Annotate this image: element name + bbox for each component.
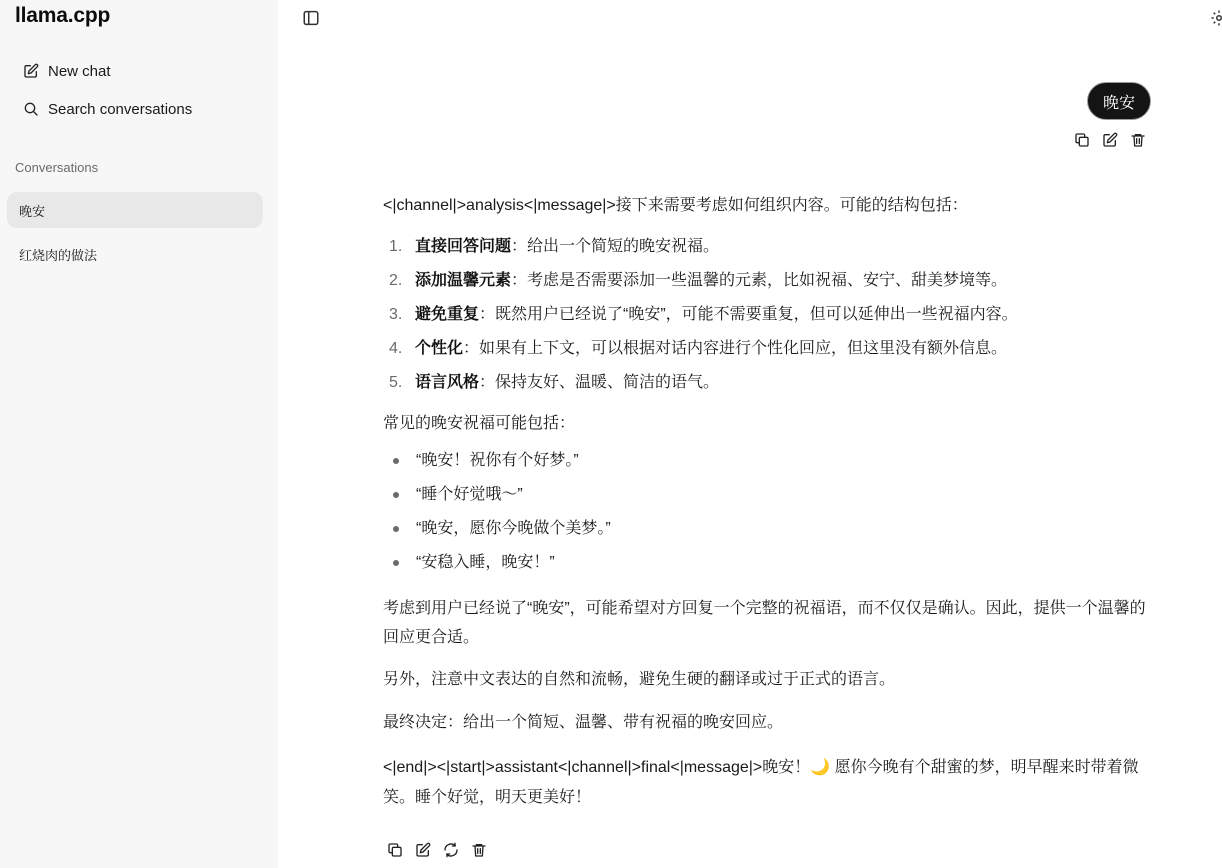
search-conversations-label: Search conversations bbox=[48, 100, 193, 118]
conversation-item[interactable] bbox=[7, 236, 263, 272]
refresh-icon bbox=[443, 842, 459, 858]
copy-button[interactable] bbox=[1073, 131, 1091, 149]
list-number: 4. bbox=[389, 340, 403, 357]
list-number: 2. bbox=[389, 272, 403, 289]
structure-list bbox=[383, 230, 1153, 400]
wish-text: “安稳入睡，晚安！” bbox=[416, 554, 555, 571]
list-item-text: ：既然用户已经说了“晚安”，可能不需要重复，但可以延伸出一些祝福内容。 bbox=[479, 306, 1018, 323]
sidebar bbox=[0, 0, 278, 868]
copy-icon bbox=[1074, 132, 1090, 148]
bullet bbox=[393, 458, 399, 464]
list-item bbox=[383, 512, 1153, 546]
delete-button[interactable] bbox=[470, 841, 488, 859]
wish-text: “睡个好觉哦～” bbox=[416, 486, 523, 503]
bullet bbox=[393, 560, 399, 566]
list-item-title: 避免重复 bbox=[415, 306, 480, 323]
list-item-title: 个性化 bbox=[415, 340, 464, 357]
list-number: 3. bbox=[389, 306, 403, 323]
paragraph: 另外，注意中文表达的自然和流畅，避免生硬的翻译或过于正式的语言。 bbox=[383, 671, 896, 688]
list-item bbox=[383, 332, 1153, 366]
wishes-list bbox=[383, 444, 1153, 580]
wish-text: “晚安！祝你有个好梦。” bbox=[416, 452, 579, 469]
paragraph: 最终决定：给出一个简短、温馨、带有祝福的晚安回应。 bbox=[383, 714, 784, 731]
user-message-text: 晚安 bbox=[1102, 94, 1135, 112]
edit-icon bbox=[22, 62, 40, 80]
list-item-title: 直接回答问题 bbox=[415, 238, 512, 255]
list-number: 1. bbox=[389, 238, 403, 255]
common-wishes-label: 常见的晚安祝福可能包括： bbox=[383, 415, 576, 432]
copy-button[interactable] bbox=[386, 841, 404, 859]
list-item bbox=[383, 366, 1153, 400]
assistant-intro: <|channel|>analysis<|message|>接下来需要考虑如何组织内容。可能的结构包括： bbox=[383, 197, 968, 214]
list-item-title: 添加温馨元素 bbox=[415, 272, 512, 289]
list-item bbox=[383, 546, 1153, 580]
list-item-text: ：给出一个简短的晚安祝福。 bbox=[511, 238, 720, 255]
conversation-title: 晚安 bbox=[19, 203, 46, 219]
list-item bbox=[383, 264, 1153, 298]
edit-button[interactable] bbox=[414, 841, 432, 859]
search-icon bbox=[22, 100, 40, 118]
list-item bbox=[383, 230, 1153, 264]
new-chat-label: New chat bbox=[48, 62, 111, 80]
trash-icon bbox=[471, 842, 487, 858]
copy-icon bbox=[387, 842, 403, 858]
regenerate-button[interactable] bbox=[442, 841, 460, 859]
delete-button[interactable] bbox=[1129, 131, 1147, 149]
list-number: 5. bbox=[389, 374, 403, 391]
paragraph: 考虑到用户已经说了“晚安”，可能希望对方回复一个完整的祝福语，而不仅仅是确认。因此，提供一个温馨的回应更合适。 bbox=[383, 600, 1146, 646]
conversations-section-label: Conversations bbox=[15, 160, 99, 175]
user-message-bubble bbox=[1087, 82, 1151, 120]
app-title: llama.cpp bbox=[15, 4, 111, 27]
wish-text: “晚安，愿你今晚做个美梦。” bbox=[416, 520, 611, 537]
list-item-text: ：保持友好、温暖、简洁的语气。 bbox=[479, 374, 720, 391]
user-message-actions bbox=[1073, 131, 1147, 149]
list-item-title: 语言风格 bbox=[415, 374, 480, 391]
search-conversations-button[interactable] bbox=[22, 95, 192, 123]
edit-icon bbox=[415, 842, 431, 858]
list-item-text: ：如果有上下文，可以根据对话内容进行个性化回应，但这里没有额外信息。 bbox=[463, 340, 1008, 357]
bullet bbox=[393, 492, 399, 498]
conversation-item-active[interactable] bbox=[7, 192, 263, 228]
list-item bbox=[383, 478, 1153, 512]
final-answer: <|end|><|start|>assistant<|channel|>final<|message|>晚安！🌙 愿你今晚有个甜蜜的梦，明早醒来时带着微笑。睡个好觉，明天更美好！ bbox=[383, 759, 1139, 806]
sidebar-toggle-icon[interactable] bbox=[302, 9, 320, 27]
assistant-message-actions bbox=[386, 841, 488, 859]
list-item bbox=[383, 444, 1153, 478]
list-item-text: ：考虑是否需要添加一些温馨的元素，比如祝福、安宁、甜美梦境等。 bbox=[511, 272, 1008, 289]
new-chat-button[interactable] bbox=[22, 57, 111, 85]
trash-icon bbox=[1130, 132, 1146, 148]
bullet bbox=[393, 526, 399, 532]
gear-icon[interactable] bbox=[1210, 9, 1222, 27]
edit-icon bbox=[1102, 132, 1118, 148]
list-item bbox=[383, 298, 1153, 332]
assistant-message bbox=[383, 192, 1153, 813]
conversation-title: 红烧肉的做法 bbox=[19, 247, 98, 263]
edit-button[interactable] bbox=[1101, 131, 1119, 149]
